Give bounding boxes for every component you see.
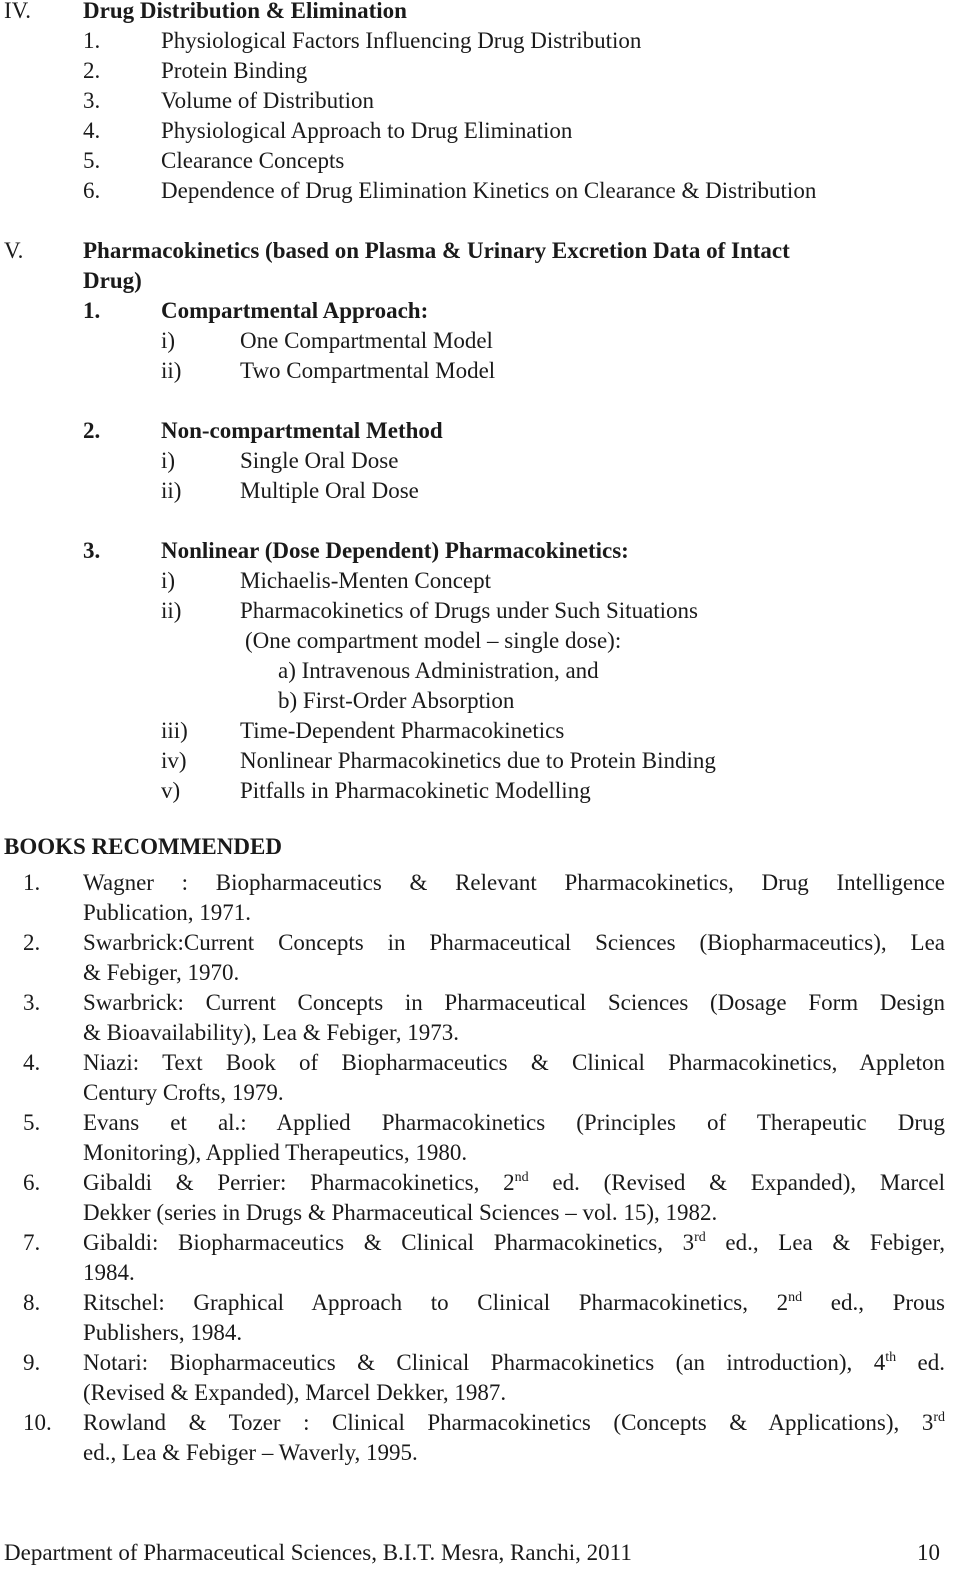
list-subitem: a) Intravenous Administration, and [278,658,599,683]
subsection-title: Nonlinear (Dose Dependent) Pharmacokinetics: [161,538,629,563]
list-item: Physiological Approach to Drug Elimination [161,118,573,143]
subsection-num: 1. [83,298,101,323]
list-item-num: 5. [83,148,101,173]
list-item: Physiological Factors Influencing Drug Distribution [161,28,642,53]
book-entry-part: Rowland & Tozer : Clinical Pharmacokinetics (Concepts & Applications), 3 [83,1410,934,1435]
list-item-num: 1. [83,28,101,53]
section-v-numeral: V. [4,238,24,263]
book-entry [83,1288,945,1318]
list-subitem: b) First-Order Absorption [278,688,515,713]
list-item: Protein Binding [161,58,308,83]
list-item-num: 6. [83,178,101,203]
list-item-num: ii) [161,598,182,623]
book-entry-cont: 1984. [83,1260,135,1285]
list-item-num: ii) [161,478,182,503]
book-num: 3. [23,990,41,1015]
book-entry-cont: (Revised & Expanded), Marcel Dekker, 1987. [83,1380,507,1405]
book-entry-cont: & Febiger, 1970. [83,960,240,985]
list-item: One Compartmental Model [240,328,493,353]
list-item-num: i) [161,328,176,353]
list-item: Clearance Concepts [161,148,345,173]
list-item-num: ii) [161,358,182,383]
list-item-num: 4. [83,118,101,143]
list-item: Two Compartmental Model [240,358,496,383]
book-num: 5. [23,1110,41,1135]
book-num: 1. [23,870,41,895]
book-entry-cont: & Bioavailability), Lea & Febiger, 1973. [83,1020,459,1045]
book-entry-cont: ed., Lea & Febiger – Waverly, 1995. [83,1440,418,1465]
book-entry: Niazi: Text Book of Biopharmaceutics & Clinical Pharmacokinetics, Appleton [83,1050,945,1075]
book-num: 4. [23,1050,41,1075]
list-item: Nonlinear Pharmacokinetics due to Protein Binding [240,748,716,773]
list-item: Pharmacokinetics of Drugs under Such Situations [240,598,699,623]
section-v-heading: Pharmacokinetics (based on Plasma & Urinary Excretion Data of Intact [83,238,790,263]
list-item-num: 2. [83,58,101,83]
list-item-num: 3. [83,88,101,113]
section-iv-numeral: IV. [4,0,32,23]
book-entry-cont: Monitoring), Applied Therapeutics, 1980. [83,1140,468,1165]
book-num: 9. [23,1350,41,1375]
book-entry [83,1348,945,1378]
book-entry-part: Ritschel: Graphical Approach to Clinical Pharmacokinetics, 2 [83,1290,789,1315]
book-num: 6. [23,1170,41,1195]
subsection-num: 3. [83,538,101,563]
ordinal-suffix: rd [933,1410,945,1425]
footer-department: Department of Pharmaceutical Sciences, B.I.T. Mesra, Ranchi, 2011 [4,1540,632,1565]
book-entry-part: ed. [896,1350,945,1375]
book-entry-cont: Century Crofts, 1979. [83,1080,284,1105]
list-item-num: v) [161,778,181,803]
book-entry-cont: Publishers, 1984. [83,1320,243,1345]
book-num: 2. [23,930,41,955]
book-entry: Swarbrick:Current Concepts in Pharmaceutical Sciences (Biopharmaceutics), Lea [83,930,945,955]
list-item-num: i) [161,568,176,593]
list-item: Volume of Distribution [161,88,374,113]
book-entry-cont: Publication, 1971. [83,900,252,925]
ordinal-suffix: rd [694,1230,706,1245]
book-entry-part: Gibaldi & Perrier: Pharmacokinetics, 2 [83,1170,515,1195]
ordinal-suffix: nd [788,1290,803,1305]
book-entry-part: ed., Lea & Febiger, [705,1230,945,1255]
book-entry: Wagner : Biopharmaceutics & Relevant Pharmacokinetics, Drug Intelligence [83,870,945,895]
book-entry [83,1168,945,1198]
list-item: Single Oral Dose [240,448,399,473]
subsection-title: Compartmental Approach: [161,298,429,323]
section-v-heading-cont: Drug) [83,268,142,293]
list-item: Time-Dependent Pharmacokinetics [240,718,565,743]
list-item-num: i) [161,448,176,473]
subsection-num: 2. [83,418,101,443]
book-entry [83,1408,945,1438]
book-entry-part: Gibaldi: Biopharmaceutics & Clinical Pharmacokinetics, 3 [83,1230,695,1255]
book-num: 8. [23,1290,41,1315]
book-entry-cont: Dekker (series in Drugs & Pharmaceutical Sciences – vol. 15), 1982. [83,1200,718,1225]
book-entry-part: ed., Prous [802,1290,945,1315]
book-entry: Evans et al.: Applied Pharmacokinetics (Principles of Therapeutic Drug [83,1110,945,1135]
books-heading: BOOKS RECOMMENDED [4,834,282,859]
book-num: 10. [23,1410,52,1435]
book-entry [83,1228,945,1258]
list-item: Dependence of Drug Elimination Kinetics on Clearance & Distribution [161,178,817,203]
book-entry-part: Notari: Biopharmaceutics & Clinical Pharmacokinetics (an introduction), 4 [83,1350,886,1375]
list-item: Pitfalls in Pharmacokinetic Modelling [240,778,591,803]
subsection-title: Non-compartmental Method [161,418,443,443]
book-entry-part: ed. (Revised & Expanded), Marcel [528,1170,945,1195]
ordinal-suffix: th [885,1350,897,1365]
ordinal-suffix: nd [514,1170,529,1185]
list-item: Michaelis-Menten Concept [240,568,492,593]
section-iv-heading: Drug Distribution & Elimination [83,0,407,23]
book-num: 7. [23,1230,41,1255]
page-number: 10 [917,1540,940,1565]
list-item-note: (One compartment model – single dose): [245,628,622,653]
list-item-num: iv) [161,748,187,773]
list-item: Multiple Oral Dose [240,478,419,503]
book-entry: Swarbrick: Current Concepts in Pharmaceutical Sciences (Dosage Form Design [83,990,945,1015]
list-item-num: iii) [161,718,188,743]
